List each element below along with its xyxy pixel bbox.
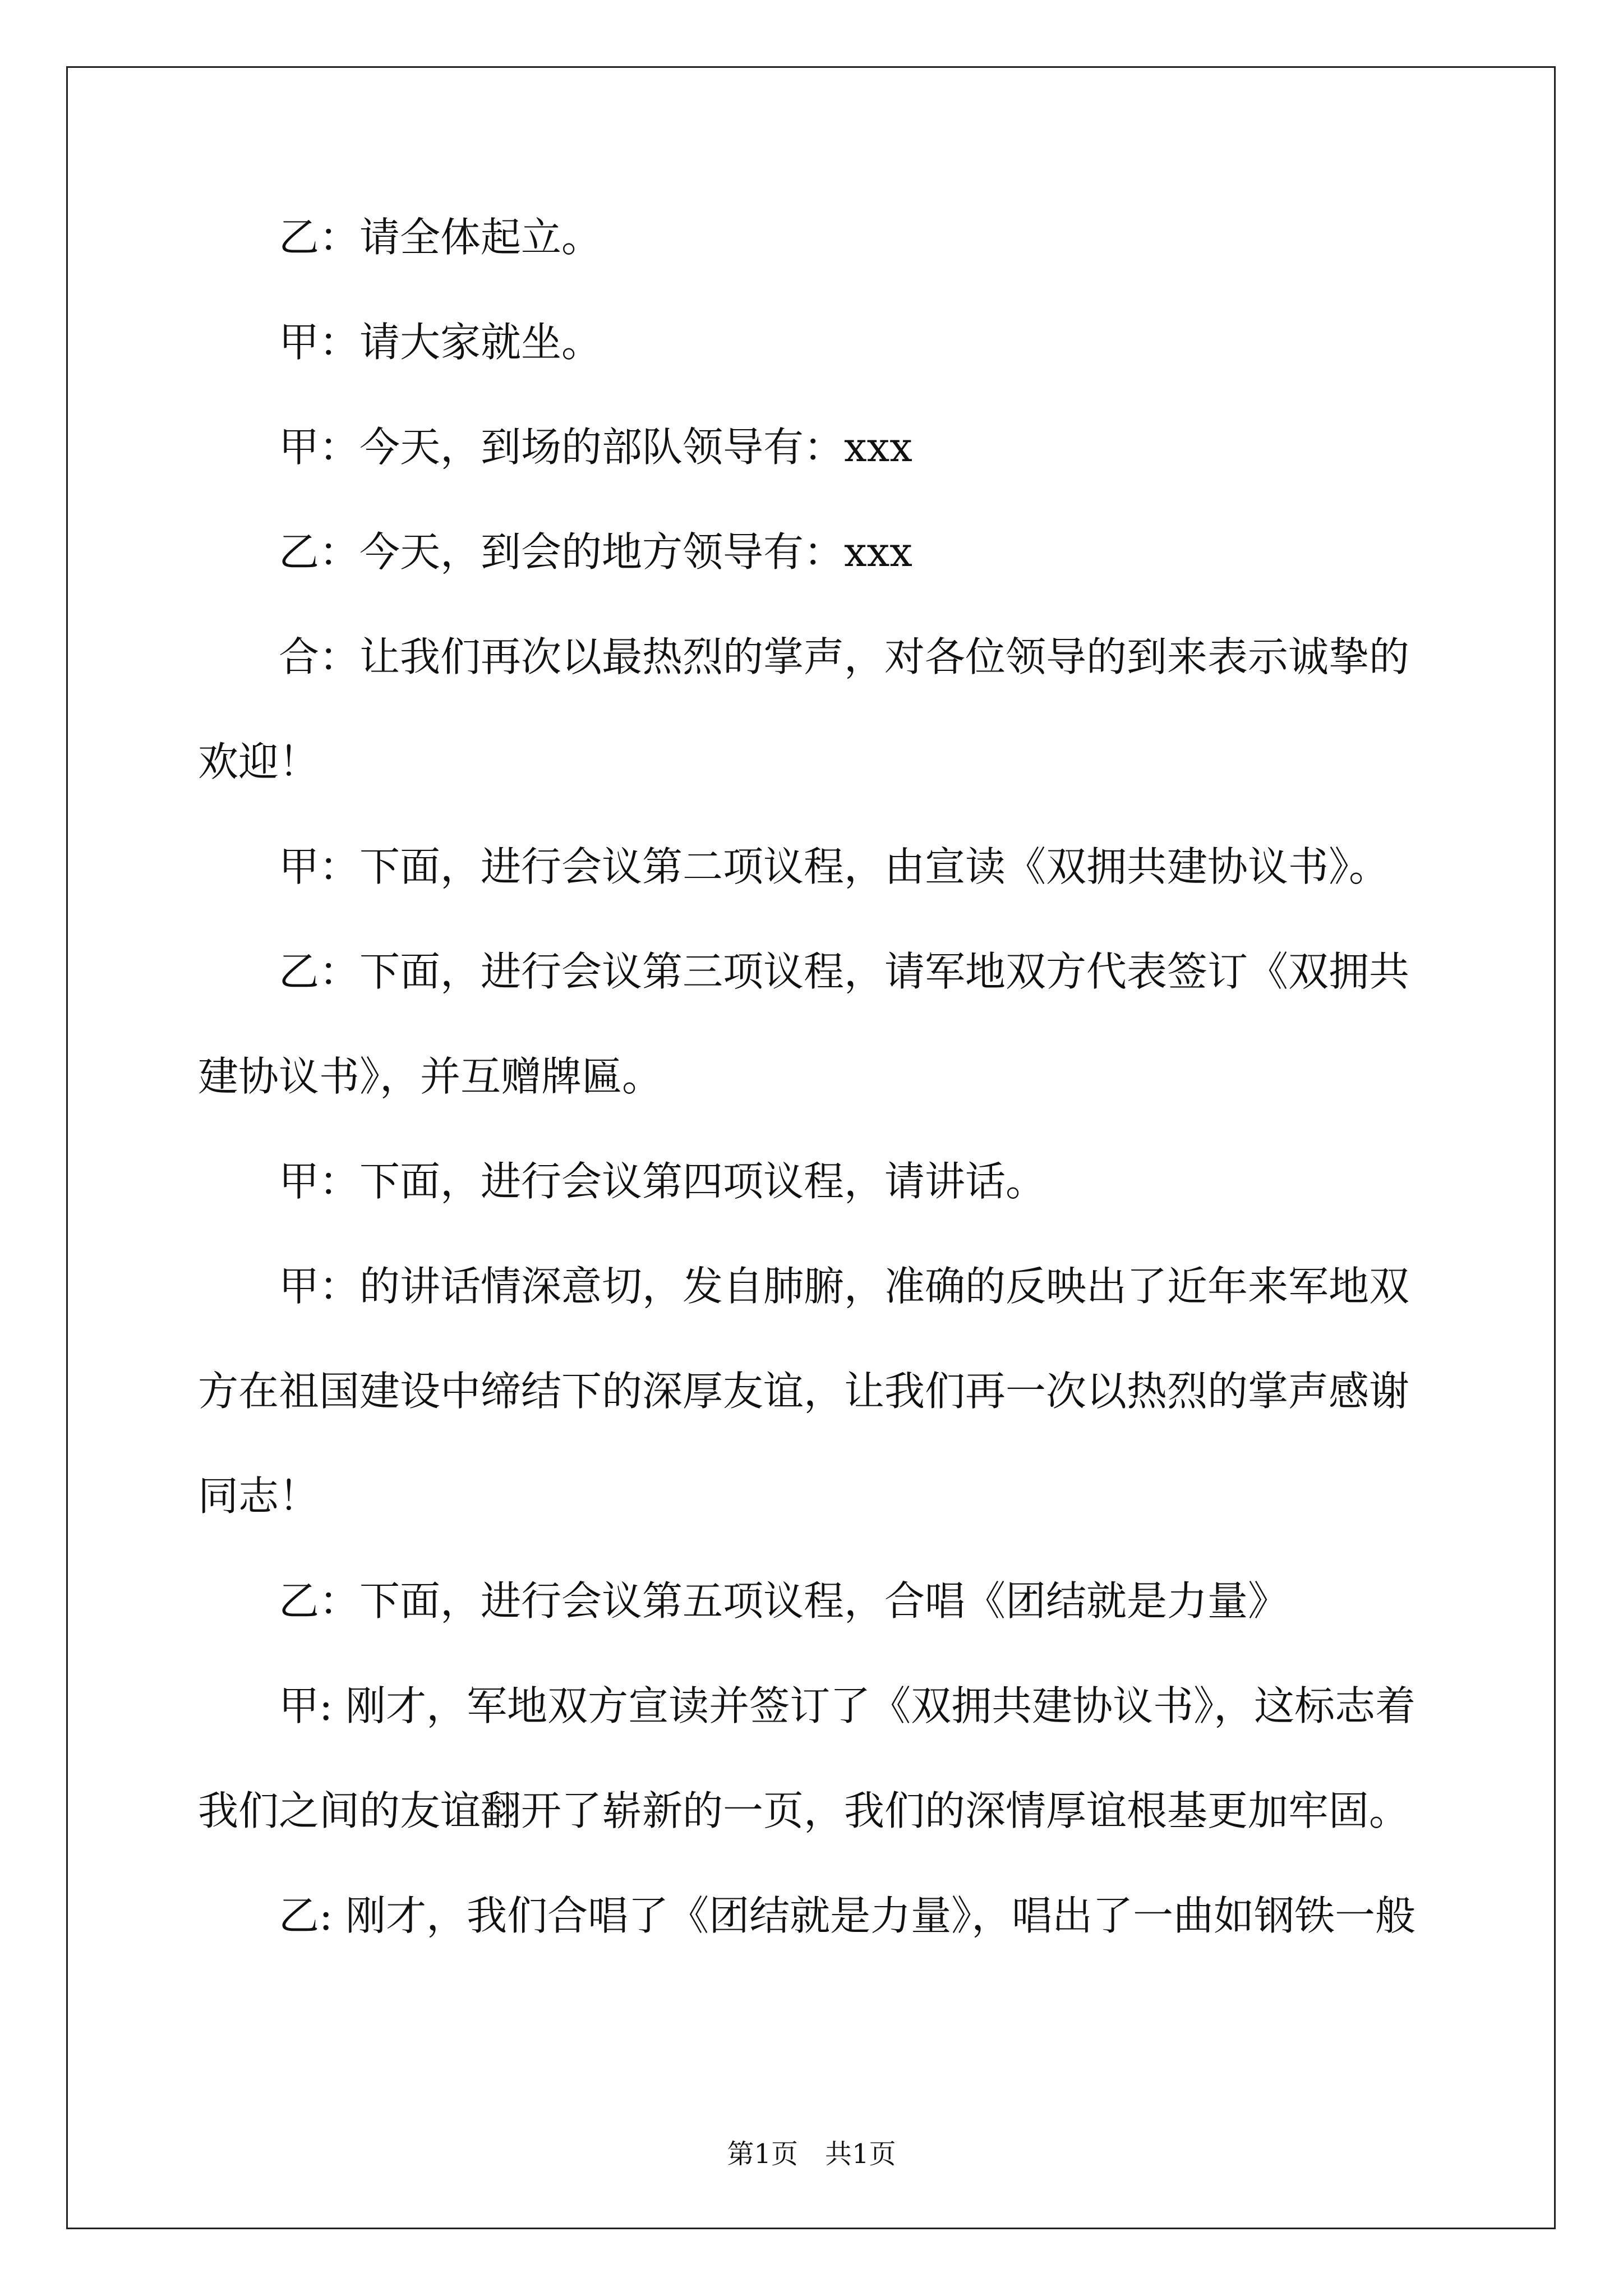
- paragraph: 甲：下面，进行会议第二项议程，由宣读《双拥共建协议书》。: [279, 843, 1390, 890]
- paragraph: 乙：下面，进行会议第三项议程，请军地双方代表签订《双拥共建协议书》，并互赠牌匾。: [198, 948, 1410, 1100]
- paragraph: 甲：的讲话情深意切，发自肺腑，准确的反映出了近年来军地双方在祖国建设中缔结下的深厚友谊，让我们再一次以热烈的掌声感谢同志！: [198, 1263, 1410, 1520]
- paragraph: 乙：今天，到会的地方领导有：xxx: [279, 528, 912, 576]
- paragraph: 甲：下面，进行会议第四项议程，请讲话。: [279, 1158, 1046, 1205]
- paragraph: 甲：请大家就坐。: [279, 319, 602, 366]
- page-footer: 第1页 共1页: [727, 2138, 896, 2170]
- paragraph: 甲: 刚才，军地双方宣读并签订了《双拥共建协议书》，这标志着我们之间的友谊翻开了崭新的一页，我们的深情厚谊根基更加牢固。: [198, 1682, 1416, 1834]
- paragraph: 合：让我们再次以最热烈的掌声，对各位领导的到来表示诚挚的欢迎！: [198, 633, 1410, 785]
- paragraph: 乙: 刚才，我们合唱了《团结就是力量》，唱出了一曲如钢铁一般: [279, 1892, 1416, 1939]
- paragraph: 乙：请全体起立。: [279, 214, 602, 261]
- paragraph: 甲：今天，到场的部队领导有：xxx: [279, 424, 912, 471]
- document-body: [198, 185, 1432, 1968]
- paragraph: 乙：下面，进行会议第五项议程，合唱《团结就是力量》: [279, 1577, 1289, 1625]
